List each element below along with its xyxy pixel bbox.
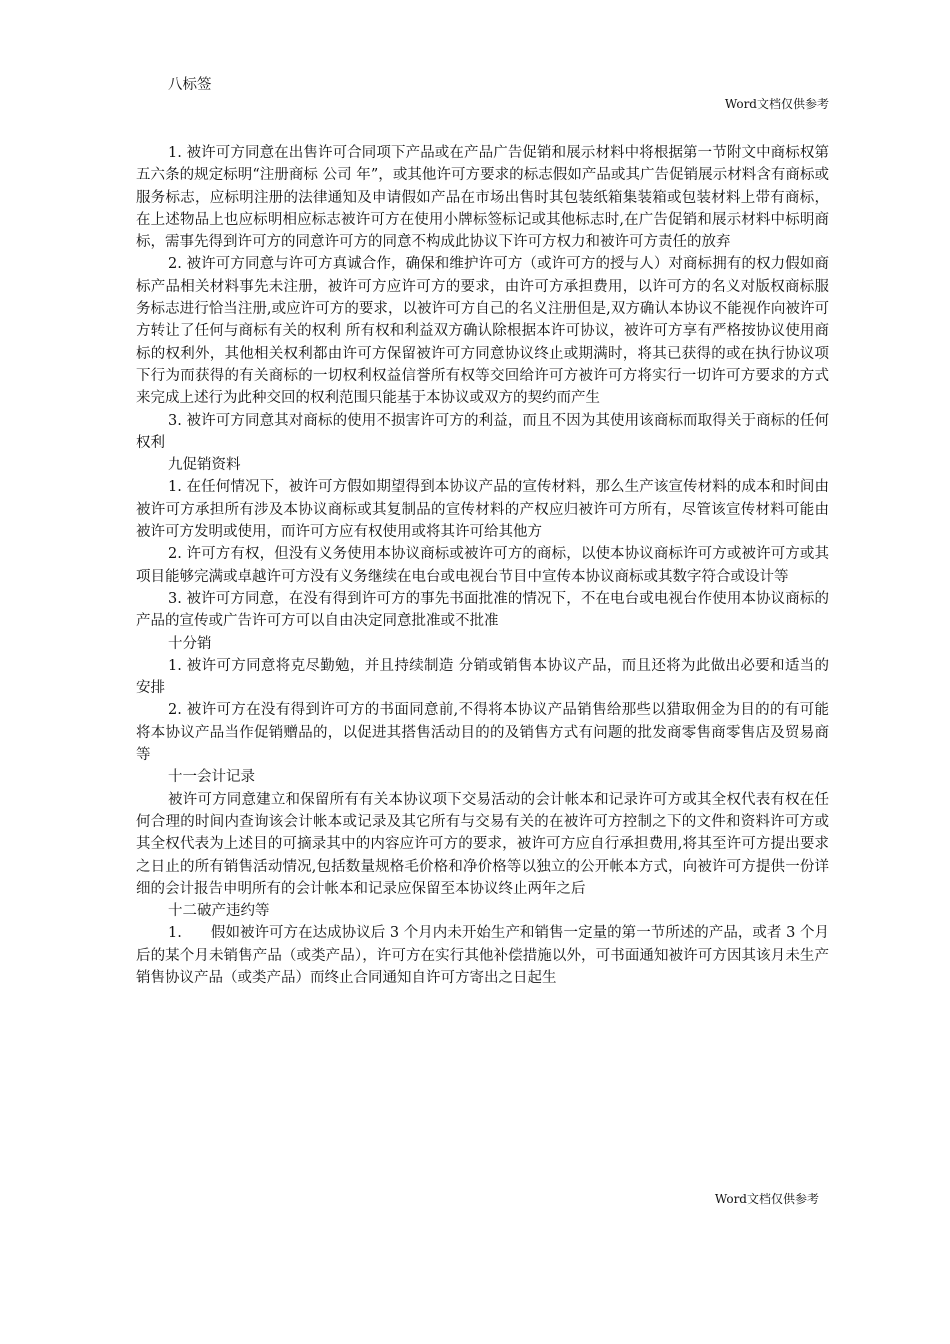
paragraph: 2. 许可方有权，但没有义务使用本协议商标或被许可方的商标，以使本协议商标许可方或被许可方或其项目能够完满或卓越许可方没有义务继续在电台或电视台节目中宣传本协议商标或其数字符合或设计等 [136,546,829,585]
paragraph: 3. 被许可方同意，在没有得到许可方的事先书面批准的情况下，不在电台或电视台作使用本协议商标的产品的宣传或广告许可方可以自由决定同意批准或不批准 [136,590,829,630]
paragraph: 2. 被许可方同意与许可方真诚合作，确保和维护许可方（或许可方的授与人）对商标拥有的权力假如商标产品相关材料事先未注册，被许可方应许可方的要求，由许可方承担费用，以许可方的名义对版权商标服务标志进行恰当注册,或应许可方的要求，以被许可方自己的名义注册但是,双方确认本协议不能视作向被许可方转让了任何与商标有关的权利 所有权和利益双方确认除根据本许可协议，被许可方享有严格按协议使用商标的权利外，其他相关权利都由许可方保留被许可方同意协议终止或期满时，将其已获得的或在执行协议项下行为而获得的有关商标的一切权利权益信誉所有权等交回给许可方被许可方将实行一切许可方要求的方式来完成上述行为此种交回的权利范围只能基于本协议或双方的契约而产生 [136,256,829,407]
section-heading-9: 九促销资料 [168,457,241,474]
paragraph: 1. 假如被许可方在达成协议后 3 个月内未开始生产和销售一定量的第一节所述的产品，或者 3 个月后的某个月未销售产品（或类产品），许可方在实行其他补偿措施以外，可书面通知被许可方因其该月未生产销售协议产品（或类产品）而终止合同通知自许可方寄出之日起生 [136,925,829,986]
document-body [136,142,829,989]
section-heading-8: 八标签 [168,77,212,93]
paragraph: 1. 在任何情况下，被许可方假如期望得到本协议产品的宣传材料，那么生产该宣传材料的成本和时间由被许可方承担所有涉及本协议商标或其复制品的宣传材料的产权应归被许可方所有，尽管该宣传材料可能由被许可方发明或使用，而许可方应有权使用或将其许可给其他方 [136,479,829,541]
paragraph: 被许可方同意建立和保留所有有关本协议项下交易活动的会计帐本和记录许可方或其全权代表有权在任何合理的时间内查询该会计帐本或记录及其它所有与交易有关的在被许可方控制之下的文件和资料许可方或其全权代表为上述目的可摘录其中的内容应许可方的要求，被许可方应自行承担费用,将其至许可方提出要求之日止的所有销售活动情况,包括数量规格毛价格和净价格等以独立的公开帐本方式，向被许可方提供一份详细的会计报告申明所有的会计帐本和记录应保留至本协议终止两年之后 [136,791,829,897]
paragraph: 1. 被许可方同意将克尽勤勉，并且持续制造 分销或销售本协议产品，而且还将为此做出必要和适当的安排 [136,657,829,697]
paragraph: 1. 被许可方同意在出售许可合同项下产品或在产品广告促销和展示材料中将根据第一节附文中商标权第五六条的规定标明“注册商标 公司 年”，或其他许可方要求的标志假如产品或其广告促销展示材料含有商标或服务标志，应标明注册的法律通知及申请假如产品在市场出售时其包装纸箱集装箱或包装材料上带有商标，在上述物品上也应标明相应标志被许可方在使用小牌标签标记或其他标志时,在广告促销和展示材料中标明商标，需事先得到许可方的同意许可方的同意不构成此协议下许可方权力和被许可方责任的放弃 [136,145,829,251]
header-watermark: Word文档仅供参考 [724,97,829,111]
section-heading-10: 十分销 [168,635,212,652]
footer-watermark: Word文档仅供参考 [714,1192,819,1206]
paragraph: 2. 被许可方在没有得到许可方的书面同意前,不得将本协议产品销售给那些以猎取佣金为目的的有可能将本协议产品当作促销赠品的，以促进其搭售活动目的的及销售方式有问题的批发商零售商零售店及贸易商等 [136,702,829,764]
section-heading-11: 十一会计记录 [168,769,255,786]
section-heading-12: 十二破产违约等 [168,903,270,920]
paragraph: 3. 被许可方同意其对商标的使用不损害许可方的利益，而且不因为其使用该商标而取得关于商标的任何权利 [136,412,829,451]
